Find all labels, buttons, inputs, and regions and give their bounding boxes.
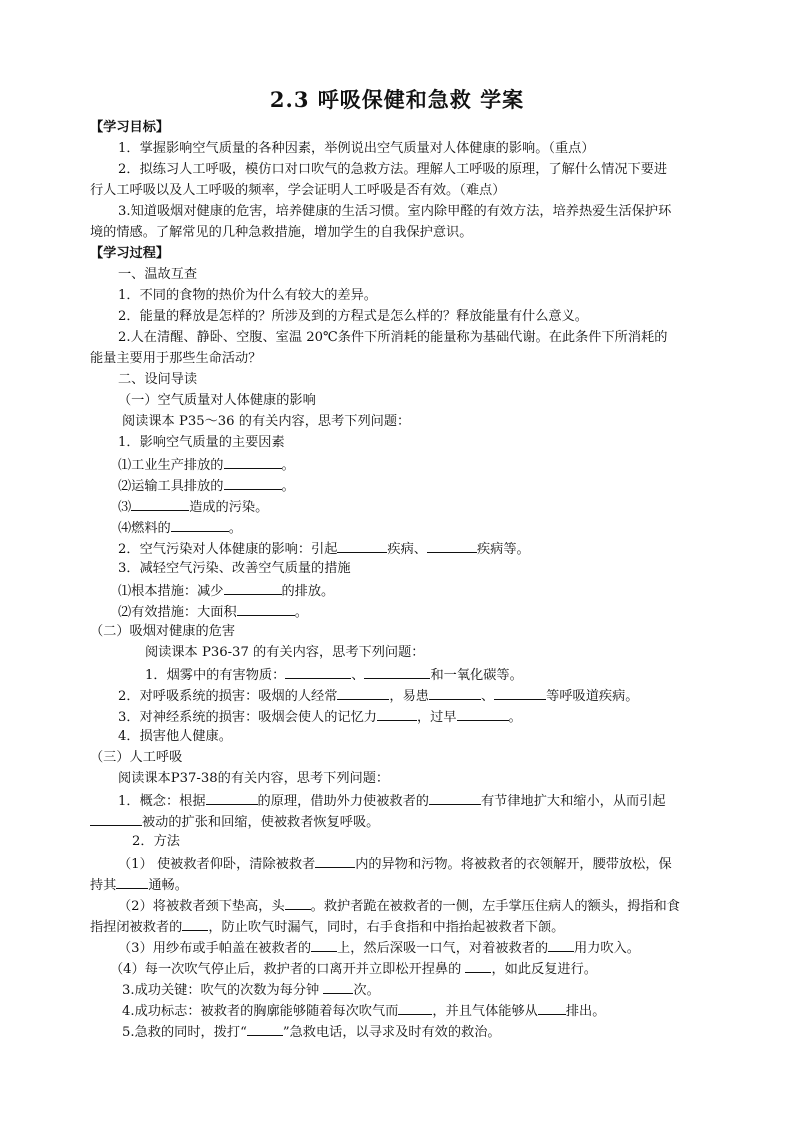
answer-blank[interactable]	[182, 918, 208, 931]
ar-step-2-text: （2）将被救者颈下垫高，头	[118, 899, 285, 914]
ar-success-key	[122, 981, 380, 999]
goal-1: 1．掌握影响空气质量的各种因素，举例说出空气质量对人体健康的影响。（重点）	[118, 141, 595, 156]
ar-step-3	[118, 939, 640, 957]
air-factor-1-text: ⑴工业生产排放的	[118, 458, 224, 473]
ar-step-2-cont: 。救护者跪在被救者的一侧，左手掌压住病人的额头，拇指和食	[310, 899, 680, 914]
air-impact-end: 疾病等。	[476, 542, 530, 557]
answer-blank[interactable]	[224, 582, 282, 595]
ar-concept-text: 1．概念：根据	[118, 794, 206, 809]
artificial-respiration-heading: （三）人工呼吸	[90, 750, 183, 765]
goal-2-line-2: 行人工呼吸以及人工呼吸的频率，学会证明人工呼吸是否有效。（难点）	[90, 183, 506, 198]
ar-success-key-end: 次。	[353, 983, 380, 998]
ar-step-4-text: （4）每一次吹气停止后，救护者的口离开并立即松开捏鼻的	[110, 962, 466, 977]
smoking-respiratory-text: 2．对呼吸系统的损害：吸烟的人经常	[118, 689, 338, 704]
answer-blank[interactable]	[465, 960, 491, 973]
ar-success-sign-text: 4.成功标志：被救者的胸廓能够随着每次吹气而	[122, 1004, 399, 1019]
answer-blank[interactable]	[285, 666, 351, 679]
air-factor-1-end: 。	[281, 458, 295, 473]
smoking-reading-instruction: 阅读课本 P36-37 的有关内容，思考下列问题：	[145, 645, 425, 660]
ar-step-3-text: （3）用纱布或手帕盖在被救者的	[118, 941, 312, 956]
ar-success-sign	[122, 1002, 605, 1020]
smoking-respiratory-damage	[118, 687, 638, 705]
air-measure-1-text: ⑴根本措施：减少	[118, 584, 224, 599]
review-heading: 一、温故互查	[118, 267, 198, 282]
smoking-heading: （二）吸烟对健康的危害	[90, 624, 236, 639]
ar-emergency-call	[122, 1023, 501, 1041]
answer-blank[interactable]	[315, 855, 355, 868]
answer-blank[interactable]	[285, 897, 311, 910]
ar-concept-line-1	[118, 792, 666, 810]
air-factor-3-text: ⑶	[118, 500, 132, 515]
ar-concept-mid: 的原理，借助外力使被救者的	[257, 794, 429, 809]
review-question-2: 2．能量的释放是怎样的？所涉及到的方程式是怎么样的？释放能量有什么意义。	[118, 309, 588, 324]
smoking-nervous-mid: ，过早	[416, 710, 457, 725]
smoking-respiratory-end: 等呼吸道疾病。	[546, 689, 639, 704]
ar-method-heading: 2．方法	[132, 834, 180, 849]
ar-reading-instruction: 阅读课本P37-38的有关内容，思考下列问题：	[118, 771, 390, 786]
answer-blank[interactable]	[377, 708, 417, 721]
answer-blank[interactable]	[323, 981, 353, 994]
air-factor-1	[118, 456, 295, 474]
smoking-respiratory-mid: ，易患	[389, 689, 429, 704]
answer-blank[interactable]	[398, 1002, 432, 1015]
answer-blank[interactable]	[237, 603, 295, 616]
answer-blank[interactable]	[247, 1023, 283, 1036]
answer-blank[interactable]	[427, 540, 477, 553]
air-measures-heading: 3．减轻空气污染、改善空气质量的措施	[118, 561, 351, 576]
air-factor-2	[118, 477, 295, 495]
answer-blank[interactable]	[224, 456, 282, 469]
review-question-3-line-2: 能量主要用于那些生命活动？	[90, 351, 262, 366]
answer-blank[interactable]	[429, 792, 481, 805]
air-measure-1	[118, 582, 334, 600]
answer-blank[interactable]	[457, 708, 509, 721]
air-factors-heading: 1．影响空气质量的主要因素	[118, 435, 285, 450]
ar-step-1-line-1	[118, 855, 672, 873]
review-question-3-line-1: 2.人在清醒、静卧、空腹、室温 20℃条件下所消耗的能量称为基础代谢。在此条件下所消耗的	[118, 330, 668, 345]
air-measure-2	[118, 603, 308, 621]
ar-step-1-cont: 内的异物和污物。将被救者的衣领解开，腰带放松，保	[355, 857, 672, 872]
smoking-harmful-substances	[145, 666, 523, 684]
answer-blank[interactable]	[429, 687, 481, 700]
air-measure-1-end: 的排放。	[281, 584, 335, 599]
smoking-harmful-text: 1．烟雾中的有害物质：	[145, 668, 286, 683]
answer-blank[interactable]	[538, 1002, 566, 1015]
air-measure-2-text: ⑵有效措施：大面积	[118, 605, 237, 620]
answer-blank[interactable]	[548, 939, 574, 952]
review-question-1: 1．不同的食物的热价为什么有较大的差异。	[118, 288, 377, 303]
goal-2-line-1: 2．拟练习人工呼吸，模仿口对口吹气的急救方法。理解人工呼吸的原理，了解什么情况下要进	[118, 162, 668, 177]
ar-success-sign-end: 排出。	[565, 1004, 606, 1019]
air-factor-3-end: 造成的污染。	[189, 500, 269, 515]
ar-step-2-end: ，防止吹气时漏气，同时，右手食指和中指抬起被救者下颌。	[208, 920, 565, 935]
ar-step-4-end: ，如此反复进行。	[491, 962, 597, 977]
smoking-nervous-end: 。	[508, 710, 522, 725]
guide-heading: 二、设问导读	[118, 372, 198, 387]
answer-blank[interactable]	[311, 939, 337, 952]
air-reading-instruction: 阅读课本 P35～36 的有关内容，思考下列问题：	[122, 414, 411, 429]
ar-step-3-mid: 上，然后深吸一口气，对着被救者的	[337, 941, 549, 956]
answer-blank[interactable]	[364, 666, 430, 679]
air-measure-2-end: 。	[294, 605, 308, 620]
smoking-harmful-sep: 、	[351, 668, 365, 683]
air-factor-4-end: 。	[228, 521, 242, 536]
answer-blank[interactable]	[224, 477, 282, 490]
ar-step-2-line-1	[118, 897, 680, 915]
answer-blank[interactable]	[337, 540, 387, 553]
air-impact-text: 2．空气污染对人体健康的影响：引起	[118, 542, 338, 557]
ar-step-1-end: 通畅。	[148, 878, 188, 893]
air-quality-heading: （一）空气质量对人体健康的影响	[118, 393, 316, 408]
smoking-respiratory-sep: 、	[480, 689, 495, 704]
ar-emergency-text: 5.急救的同时，拨打“	[122, 1025, 247, 1040]
process-heading: 【学习过程】	[90, 246, 170, 261]
air-factor-2-end: 。	[281, 479, 295, 494]
page-title: 2.3 呼吸保健和急救 学案	[269, 87, 525, 112]
goals-heading: 【学习目标】	[90, 120, 170, 135]
ar-success-key-text: 3.成功关键：吹气的次数为每分钟	[122, 983, 324, 998]
answer-blank[interactable]	[171, 519, 229, 532]
ar-step-3-end: 用力吹入。	[574, 941, 640, 956]
smoking-others-health: 4．损害他人健康。	[118, 729, 232, 744]
goal-3-line-2: 境的情感。了解常见的几种急救措施，增加学生的自我保护意识。	[90, 225, 473, 240]
air-impact-mid: 疾病、	[387, 542, 427, 557]
ar-emergency-end: ”急救电话，以寻求及时有效的救治。	[282, 1025, 501, 1040]
ar-step-1-line-2	[90, 876, 188, 894]
ar-concept-end: 有节律地扩大和缩小，从而引起	[480, 794, 666, 809]
answer-blank[interactable]	[131, 498, 189, 511]
ar-step-2-text-2: 指捏闭被救者的	[90, 920, 183, 935]
ar-concept-cont: 被动的扩张和回缩，使被救者恢复呼吸。	[142, 815, 380, 830]
goal-3-line-1: 3.知道吸烟对健康的危害，培养健康的生活习惯。室内除甲醛的有效方法，培养热爱生活保护环	[118, 204, 672, 219]
answer-blank[interactable]	[116, 876, 148, 889]
ar-step-1-text-2: 持其	[90, 878, 117, 893]
air-factor-4-text: ⑷燃料的	[118, 521, 171, 536]
smoking-nervous-text: 3．对神经系统的损害：吸烟会使人的记忆力	[118, 710, 377, 725]
ar-concept-line-2	[90, 813, 379, 831]
smoking-nervous-damage	[118, 708, 522, 726]
answer-blank[interactable]	[90, 813, 142, 826]
answer-blank[interactable]	[206, 792, 258, 805]
air-factor-3	[118, 498, 268, 516]
answer-blank[interactable]	[337, 687, 389, 700]
air-factor-2-text: ⑵运输工具排放的	[118, 479, 224, 494]
air-factor-4	[118, 519, 242, 537]
answer-blank[interactable]	[494, 687, 546, 700]
ar-step-1-text: （1） 使被救者仰卧，清除被救者	[118, 857, 316, 872]
smoking-harmful-end: 和一氧化碳等。	[430, 668, 523, 683]
ar-step-4	[110, 960, 597, 978]
ar-step-2-line-2	[90, 918, 564, 936]
ar-success-sign-mid: ，并且气体能够从	[432, 1004, 538, 1019]
air-impact	[118, 540, 530, 558]
